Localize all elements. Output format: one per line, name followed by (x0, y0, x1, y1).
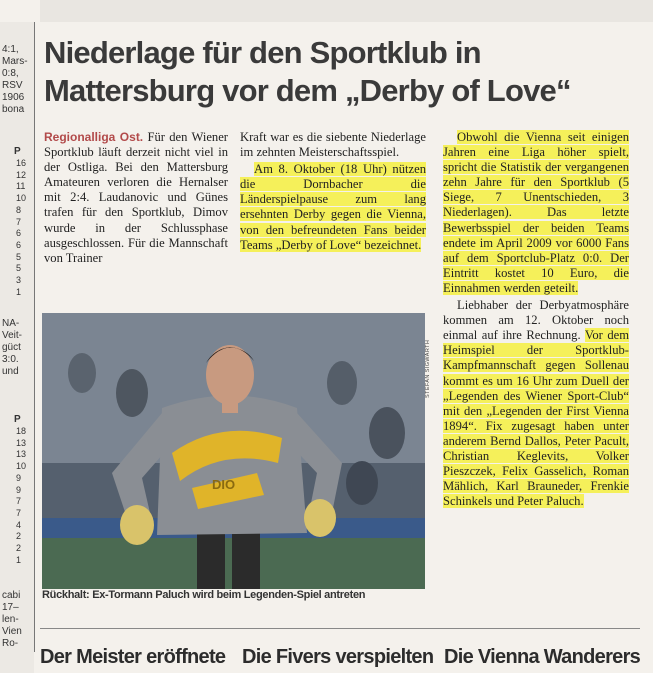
headline-line-2: Mattersburg vor dem „Derby of Love“ (44, 73, 571, 108)
left-table-1-value: 1 (16, 286, 22, 297)
headline-line-1: Niederlage für den Sportklub in (44, 35, 481, 70)
shirt-logo: DIO (212, 477, 236, 492)
left-mid-line: NA- (2, 318, 20, 329)
left-bottom-line: cabi (2, 590, 21, 601)
left-bottom-line: 17– (2, 602, 19, 613)
left-table-2-value: 7 (16, 507, 22, 518)
left-table-2-value: 13 (16, 449, 27, 460)
left-table-1-value: 16 (16, 158, 27, 168)
left-table-2-value: 2 (16, 543, 22, 553)
left-table-2-value: 13 (16, 437, 27, 448)
column-1-text: Für den Wiener Sportklub läuft derzeit nicht viel in der Ostliga. Bei den Mattersburg Amateuren verloren die Hernalser mit 2:4. Laudanovic und Günes trafen für den Sportklub, Dimov wurde in der Schlussphase ausgeschlossen. Für die Mannschaft von Trainer (44, 130, 228, 265)
photo-caption (42, 589, 432, 601)
article-column-3 (443, 130, 629, 509)
left-table-1-value: 6 (16, 228, 22, 239)
left-table-1-value: 10 (16, 193, 27, 204)
previous-article-strip (40, 0, 653, 22)
left-table-1-value: 7 (16, 216, 22, 227)
left-table-2-value: 1 (16, 554, 22, 565)
left-table-1-value: 12 (16, 169, 27, 180)
article-column-1 (44, 130, 228, 266)
photo-credit: STEFAN SIGWARTH (425, 339, 431, 398)
article-headline (44, 34, 634, 110)
article-column-2 (240, 130, 426, 253)
left-table-2-header: P (14, 414, 21, 425)
left-top-line: 0:8, (2, 68, 19, 79)
left-table-2-value: 10 (16, 461, 27, 472)
left-table-2-value: 4 (16, 519, 22, 530)
left-table-1-value: 3 (16, 275, 22, 285)
column-3-paragraph-2b: Vor dem Heimspiel der Sportklub-Kampfmannschaft gegen Sollenau kommt es um 16 Uhr zum Duell der „Legenden des Wiener Sport-Club“ mit den „Legenden der First Vienna 1894“. Fix zugesagt haben unter anderem Bernd Dallos, Peter Pacult, Christian Keglevits, Volker Pieszczek, Felix Gasselich, Roman Mählich, Karl Brauneder, Frenkie Schinkels und Peter Paluch. (443, 328, 630, 509)
column-divider (34, 22, 35, 652)
section-kicker: Regionalliga Ost. (44, 130, 144, 144)
left-table-2-value: 18 (16, 426, 27, 436)
left-table-2-value: 7 (16, 496, 22, 507)
left-bottom-line: Ro- (2, 638, 19, 649)
left-mid-line: güct (2, 342, 21, 353)
left-bottom-line: Vien (2, 626, 22, 637)
bottom-divider (40, 628, 640, 629)
column-3-paragraph-1: Obwohl die Vienna seit einigen Jahren eine Liga höher spielt, spricht die Statistik der vergangenen zehn Jahre für den Sportklub (5 Siege, 7 Unentschieden, 3 Niederlagen). Das letzte Bewerbsspiel der beiden Teams endete im April 2009 vor 6000 Fans auf dem Sportclub-Platz 0:0. Der Eintritt kostet 10 Euro, die Einnahmen werden geteilt. (443, 130, 629, 295)
column-2-paragraph-1: Kraft war es die siebente Niederlage im zehnten Meisterschaftsspiel. (240, 130, 426, 160)
left-table-1-value: 5 (16, 263, 22, 274)
caption-label: Rückhalt: (42, 589, 90, 601)
teaser-headline-2: Die Fivers verspielten (242, 646, 434, 668)
left-neighbor-column (0, 22, 34, 673)
left-top-line: bona (2, 104, 25, 115)
left-table-1-value: 5 (16, 251, 22, 262)
left-table-1-value: 6 (16, 239, 22, 250)
column-3-paragraph-2a: Liebhaber der Derbyatmosphäre kommen am 12. Oktober noch einmal auf ihre Rechnung. (443, 298, 629, 343)
column-2-paragraph-2: Am 8. Oktober (18 Uhr) nützen die Dornbacher die Länderspielpause zum lang ersehnten Derby gegen die Vienna, von den befreundeten Fans beider Teams „Derby of Love“ bezeichnet. (240, 162, 426, 252)
left-mid-line: und (2, 366, 19, 377)
left-table-2-value: 9 (16, 472, 22, 483)
left-table-1-value: 8 (16, 204, 22, 215)
goalkeeper-photo (42, 313, 425, 589)
left-bottom-line: len- (2, 614, 19, 625)
teaser-headline-3: Die Vienna Wanderers (444, 646, 641, 668)
left-table-2-value: 9 (16, 484, 22, 495)
left-top-line: 1906 (2, 92, 25, 103)
left-mid-line: Veit- (2, 330, 23, 341)
teaser-headline-1: Der Meister eröffnete (40, 646, 226, 668)
goalkeeper-illustration (42, 313, 425, 589)
left-table-2-value: 2 (16, 531, 22, 542)
left-table-1-value: 11 (16, 181, 26, 192)
left-top-line: RSV (2, 80, 23, 91)
left-table-1-header: P (14, 146, 21, 157)
left-mid-line: 3:0. (2, 354, 19, 365)
left-top-line: Mars- (2, 56, 28, 67)
caption-text: Ex-Tormann Paluch wird beim Legenden-Spiel antreten (92, 589, 366, 601)
left-top-line: 4:1, (2, 44, 19, 55)
